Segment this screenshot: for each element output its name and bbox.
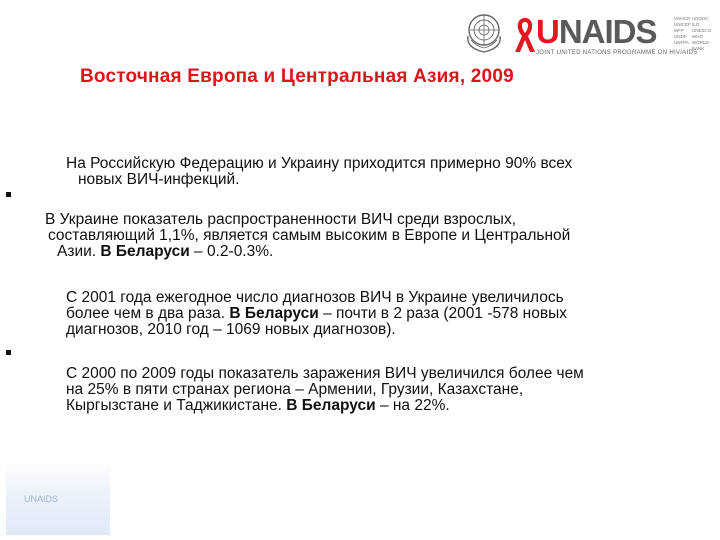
cosponsors-list-2: UNODC ILO UNESCO WHO WORLD BANK: [692, 16, 712, 51]
unaids-tagline: JOINT UNITED NATIONS PROGRAMME ON HIV/AIDS: [536, 50, 698, 56]
paragraph-infection-growth: С 2000 по 2009 годы показатель заражения ВИЧ увеличился более чем на 25% в пяти странах региона – Армении, Грузии, Казахстане, Кыргызстане и Таджикистане. В Беларуси – на 22%.: [66, 365, 584, 414]
red-ribbon-icon: [512, 14, 538, 54]
cosponsors-list-1: UNHCR UNICEF WFP UNDP UNFPA: [674, 16, 691, 45]
paragraph-diagnoses: С 2001 года ежегодное число диагнозов ВИЧ в Украине увеличилось более чем в два раза. В Беларуси – почти в 2 раза (2001 -578 новых диагнозов, 2010 год – 1069 новых диагнозов).: [66, 289, 567, 338]
unaids-wordmark: UNAIDS: [536, 13, 657, 50]
paragraph-russia-ukraine: На Российскую Федерацию и Украину приходится примерно 90% всех новых ВИЧ-инфекций.: [66, 155, 573, 188]
un-emblem-icon: [462, 10, 506, 54]
paragraph-ukraine-prevalence: В Украине показатель распространенности ВИЧ среди взрослых, составляющий 1,1%, является самым высоким в Европе и Центральной Азии. В Беларуси – 0.2-0.3%.: [45, 211, 571, 260]
footer-label: UNAIDS: [24, 494, 59, 504]
slide-title: Восточная Европа и Центральная Азия, 2009: [80, 66, 514, 87]
unaids-logo: [460, 8, 710, 64]
bullet-marker: [6, 192, 11, 197]
bullet-marker: [6, 350, 11, 355]
